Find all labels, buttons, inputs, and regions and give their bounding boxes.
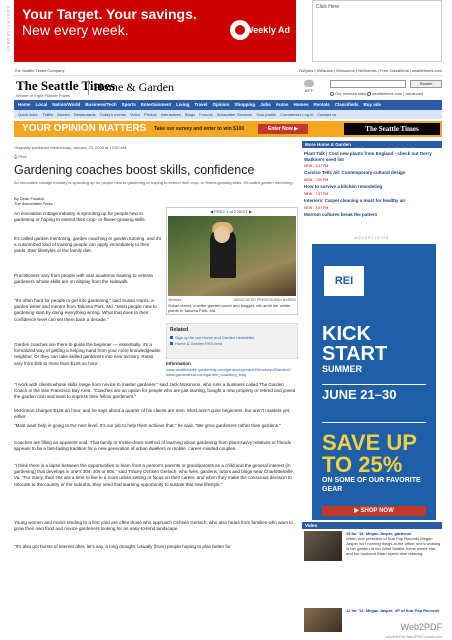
advertising-label: ADVERTISING [354,236,390,240]
publish-date: Originally published Wednesday, January 23, 2008 at 12:00 AM [14,145,127,150]
subnav-item[interactable]: Forums [199,112,213,117]
subnav-item[interactable]: Blogs [185,112,196,117]
subnav-item[interactable]: Restaurants [74,112,96,117]
weekly-ad-label: Weekly Ad [244,25,290,35]
list-item[interactable] [304,164,442,175]
article-paragraph: Young women and moms tending to a first yard are often those who approach Ochsen Gerlach, who also hears from families who want to grow their own food and novice gardeners looking for an easy-to-tend landscape. [14,520,293,532]
advanced-search-link[interactable]: Advanced [405,91,424,96]
nav-item[interactable]: Classifieds [334,102,359,107]
article-paragraph: Coaches are filling an apparent void. That family or trickle-down method of learning about gardening from plant-savvy relatives or friends appears to be a fast-fading tradition for a new generation of urban dwellers or mobile, career-minded couples. [14,440,291,452]
article-paragraph: An innovative cottage industry is sprouting up for people new to gardening or hoping to extend their crop- or flower-growing skills. [14,211,147,223]
article-paragraph: Practitioners vary from people with vast academic training to veteran gardeners whose skills are on display from the sidewalk. [14,273,154,285]
printer-icon: ⎙ [14,154,19,159]
story-timestamp: NEW - 7:57 PM [304,206,329,210]
subnav-item[interactable]: Subscriber Services [216,112,253,117]
video-item[interactable] [346,531,442,556]
click-here-ad[interactable] [312,0,442,62]
story-title: Morrom cultures break the pattern [304,211,378,217]
subnav-item[interactable]: Video [129,112,141,117]
nav-item[interactable]: Rentals [313,102,330,107]
print-link[interactable] [14,154,27,159]
ad-line-1: Your Target. Your savings. [22,6,197,22]
video-header: Video [302,522,442,529]
information-link[interactable]: www.seattlebloke-gardening.com/gardeningcoach/DirectoryofGardenC [166,366,291,372]
target-ad-banner[interactable] [14,0,296,62]
quick-links-label: Quick links: [18,112,39,117]
list-item[interactable] [304,206,442,217]
network-links[interactable]: NWjobs | NWautos | NWsource | NWhomes | Free Classifieds | seattletimes.com [299,68,442,73]
story-timestamp: NEW - 7:57 PM [304,192,329,196]
related-heading: Related [170,327,189,333]
opinion-subtitle: Take our survey and enter to win $100 [154,126,245,132]
article-paragraph: It's called garden mentoring, garden coaching or garden tutoring, and it's a customized kind of training people can apply immediately to their yards, their lifestyles or the family diet. [14,236,162,254]
article-paragraph: "Most want help in going to the next level. It's our job to help them achieve that," he said. "We grow gardeners rather than gardens." [14,423,282,428]
search-opt-seattletimes: seattletimes.com [372,91,403,96]
story-timestamp: NEW - 7:00 PM [304,178,329,182]
story-title: Plant Talk | Cool new plants from England - check out Dorry Watkins's seed list [304,151,432,162]
article-paragraph: "It's also got bursts of interest after, let's say, a long drought. Usually (from) people hoping to plan better for [14,544,231,549]
related-link[interactable] [170,341,294,347]
section-title: Home & Garden [88,80,174,95]
photo-credit [168,298,296,302]
search-input[interactable] [330,80,406,88]
weather-widget[interactable] [296,80,322,93]
logo-tagline: Winner of Eight Pulitzer Prizes [16,93,71,98]
nav-item[interactable]: Local [35,102,48,107]
video-thumbnail[interactable] [304,531,342,561]
nav-item[interactable]: Shopping [234,102,256,107]
company-link[interactable]: The Seattle Times Company [14,68,65,73]
nav-item[interactable]: Home [18,102,31,107]
photo-caption: Susan Harris, a writer garden coach and blogger, sits amid her winter plants in Takoma Park, Md. [168,303,291,313]
subnav-item[interactable]: Today's events [99,112,126,117]
photo-pager[interactable]: ◀ PREV 1 of 2 NEXT ▶ [210,209,253,214]
opinion-title: YOUR OPINION MATTERS [22,123,147,134]
main-nav [14,100,442,110]
nav-item[interactable]: Opinion [212,102,230,107]
subnav-item[interactable]: Commenter Log in [280,112,314,117]
photo-person-face [214,226,230,243]
article-paragraph: McKinnon charges $125 an hour, and he says about a quarter of his clients are men. Most aren't quite beginners, but aren't masters yet, either. [14,408,291,420]
rei-dates: JUNE 21–30 [322,387,397,402]
related-link-label: Home & Garden RSS feed [175,341,223,346]
rei-save: SAVE UP TO 25% [322,430,417,477]
divider [322,384,426,385]
nav-item[interactable]: Nation/World [52,102,81,107]
video-description: When vice president of Sub Pop Records Megan Jasper isn't running things at the office, she's working in her garden at her West Seattle home where she and her husband Brian spend time relaxing. [346,536,441,556]
click-here-label: Click Here [316,4,340,10]
related-box [166,323,298,359]
nav-item[interactable]: Buy ads [363,102,382,107]
nav-item[interactable]: Autos [275,102,289,107]
subnav-item[interactable]: Interactives [160,112,182,117]
cloud-icon [304,80,314,87]
subnav-item[interactable]: Your profile [256,112,277,117]
video-title: 15 for '15: Megan Jasper, gardener [346,531,412,536]
nav-item[interactable]: Travel [194,102,208,107]
list-item[interactable] [304,192,442,203]
seattle-times-logo[interactable]: The Seattle Times [16,78,116,93]
author-org: The Associated Press [14,201,53,206]
rei-shop-now-button[interactable]: ▶ SHOP NOW [322,506,426,516]
nav-item[interactable]: Homes [293,102,309,107]
nav-item[interactable]: Sports [121,102,136,107]
subnav-item[interactable]: Traffic [42,112,54,117]
list-item[interactable] [304,151,442,162]
rei-kick-start: KICK START [322,323,388,365]
web2pdf-brand: Web2PDF [400,622,442,632]
nav-item[interactable]: Living [176,102,190,107]
story-timestamp: NEW - 1:57 PM [304,164,329,168]
video-title[interactable]: 12 for '12: Megan Jasper, VP of Sub Pop Records [346,608,440,613]
more-home-garden-header: More Home & Garden [302,141,442,148]
nav-item[interactable]: Entertainment [140,102,172,107]
subnav-item[interactable]: Photos [144,112,157,117]
radio-network[interactable] [330,92,334,96]
top-links-bar [14,68,442,76]
story-title: Interiors: Carpet cleaning a must for healthy air [304,197,406,203]
article-paragraph: "It's often hard for people to get into gardening," said Susan Harris, a garden writer and mentor from Takoma Park, Md. "Most people new to gardening start by doing everything wrong. What that does to their confidence level can set them back a decade." [14,298,157,322]
subnav-item[interactable]: Movies [57,112,71,117]
story-title: How to survive a kitchen remodeling [304,183,383,189]
web2pdf-watermark [380,622,442,640]
list-item[interactable] [304,178,442,189]
web2pdf-sub: converted by Web2PDFConvert.com [385,635,442,639]
article-paragraph: "I work with clients whose skills range from novice to master gardener," said Jack McKinnon, who runs a business called The Garden Coach in the San Francisco Bay Area. "Coaches are an option for people who are just starting, bought a new property or retired and joined the garden club and want to impress their fellow gardeners." [14,382,296,400]
weather-temp: 50°F [304,88,314,93]
story-title: Carolco Tells All: Contemporary cultural design [304,169,406,175]
rei-summer: SUMMER [322,364,362,374]
quick-links-nav [14,110,442,119]
information-box [166,361,298,378]
ad-line-2: New every week. [22,22,129,38]
article-headline: Gardening coaches boost skills, confidence [14,163,255,177]
advertisement-label: ADVERTISEMENT [6,6,11,53]
rei-logo: REI [324,266,364,296]
information-link[interactable]: www.gardentreat.com/garden_coaching_blog [166,372,247,377]
information-heading: Information [166,361,191,366]
banner-logo: The Seattle Times [344,123,440,135]
enter-now-button[interactable]: Enter Now ▶ [258,124,308,134]
nav-item[interactable]: Jobs [260,102,271,107]
byline [14,196,53,206]
rei-ad[interactable] [312,244,436,520]
nav-item[interactable]: Business/Tech [85,102,117,107]
rei-fav-gear: ON SOME OF OUR FAVORITE GEAR [322,477,421,493]
photo-credit-right: ASSOCIATED PRESS/SUSAN HARRIS [233,298,296,302]
subnav-item[interactable]: Contact us [317,112,337,117]
search-options: Our network sites seattletimes.com | Advanced [330,91,423,96]
opinion-survey-banner[interactable] [14,121,442,137]
article-deck: An innovative cottage industry is sprouting up for people new to gardening or hoping to extend their crop- or flower-growing skills. It's called garden mentoring. [14,180,294,185]
video-thumbnail[interactable] [304,608,342,632]
rss-icon [170,342,173,345]
photo-credit-left: @media [168,298,182,302]
author: By Dean Fosdick [14,196,45,201]
search-opt-network: Our network sites [335,91,367,96]
bullet-icon [170,336,173,339]
article-paragraph: "I think there is a lapse between the opportunities to learn from a person's parents or grandparents as a child and the general interest (in gardening) that develops in one's 30s, 40s or 50s," said Tracey Ochsen Gerlach, who lives, gardens, tutors and blogs near Charlottesville, Va. "For many, their 20s are a time to live in a more urban setting or focus on their career, and when they make the conscious decision to relocate to the country or the suburbs, they need that learning opportunity to sustain that new lifestyle." [14,463,295,487]
search-button[interactable]: Search [410,80,442,88]
article-paragraph: Garden coaches are there to guide the beginner — essentially, it's a formalized way of getting a helping hand from your more knowledgeable neighbor. Or they can take skilled gardeners into new territory. Rates vary from $35 to more than $125 an hour. [14,342,161,366]
divider [322,422,426,423]
radio-seattletimes[interactable] [367,92,371,96]
print-label: Print [18,154,27,159]
related-link-label: Sign up for our Home and Garden newsletter [175,335,255,340]
